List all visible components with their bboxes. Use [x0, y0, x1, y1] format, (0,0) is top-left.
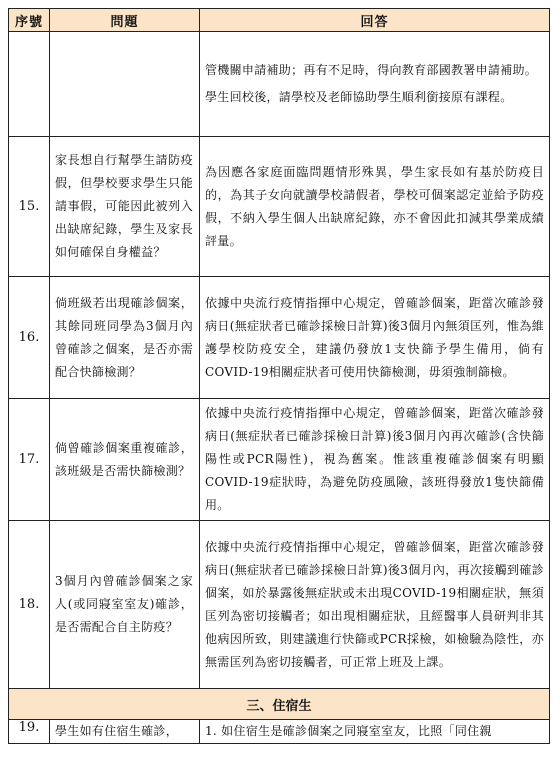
- table-row: [9, 720, 550, 744]
- table-row: [9, 277, 550, 399]
- table-header-row: [9, 9, 550, 32]
- table-row: [9, 137, 550, 277]
- row-num: 19.: [9, 720, 50, 744]
- row-answer: [200, 277, 550, 399]
- row-num: [9, 32, 50, 137]
- row-question: [50, 399, 200, 521]
- question-text: 倘曾確診個案重複確診，該班級是否需快篩檢測？: [55, 440, 193, 478]
- answer-paragraph: 管機關申請補助；再有不足時，得向教育部國教署申請補助。: [205, 63, 538, 77]
- row-answer: [200, 521, 550, 689]
- section-title: 三、住宿生: [9, 689, 550, 720]
- row-question: [50, 277, 200, 399]
- answer-paragraph: 學生回校後，請學校及老師協助學生順利銜接原有課程。: [205, 90, 513, 104]
- faq-table: [8, 8, 550, 744]
- row-question: [50, 720, 200, 744]
- question-text: 學生如有住宿生確診，: [55, 724, 179, 738]
- table-row: [9, 32, 550, 137]
- answer-text: 依據中央流行疫情指揮中心規定，曾確診個案，距當次確診發病日(無症狀者已確診採檢日計算)後3個月內再次確診(含快篩陽性或PCR陽性)，視為舊案。惟該重複確診個案有明顯COVID-19症狀時，為避免防疫風險，該班得發放1隻快篩備用。: [205, 406, 544, 512]
- row-question: [50, 137, 200, 277]
- header-question: 問題: [50, 9, 200, 32]
- header-num: 序號: [9, 9, 50, 32]
- section-row: [9, 689, 550, 720]
- table-row: [9, 399, 550, 521]
- question-text: 家長想自行幫學生請防疫假，但學校要求學生只能請事假，可能因此被列入出缺席紀錄，學生及家長如何確保自身權益？: [55, 153, 193, 259]
- row-question: [50, 521, 200, 689]
- row-question: [50, 32, 200, 137]
- row-answer: [200, 137, 550, 277]
- row-num: 18.: [9, 521, 50, 689]
- table-row: [9, 521, 550, 689]
- row-answer: [200, 720, 550, 744]
- answer-text: 為因應各家庭面臨問題情形殊異，學生家長如有基於防疫目的，為其子女向就讀學校請假者，學校可個案認定並給予防疫假，不納入學生個人出缺席紀錄，亦不會因此扣減其學業成績評量。: [205, 164, 544, 248]
- answer-text: 1. 如住宿生是確診個案之同寢室室友，比照「同住親: [205, 724, 492, 738]
- answer-text: 依據中央流行疫情指揮中心規定，曾確診個案，距當次確診發病日(無症狀者已確診採檢日計算)後3個月內無須匡列，惟為維護學校防疫安全，建議仍發放1支快篩予學生備用，倘有COVID-19相關症狀者可使用快篩檢測，毋須強制篩檢。: [205, 295, 544, 379]
- question-text: 倘班級若出現確診個案，其餘同班同學為3個月內曾確診之個案，是否亦需配合快篩檢測？: [55, 295, 193, 379]
- question-text: 3個月內曾確診個案之家人(或同寢室室友)確診，是否需配合自主防疫？: [55, 574, 193, 634]
- row-num: 16.: [9, 277, 50, 399]
- row-answer: [200, 32, 550, 137]
- row-num: 15.: [9, 137, 50, 277]
- row-answer: [200, 399, 550, 521]
- row-num: 17.: [9, 399, 50, 521]
- answer-text: 依據中央流行疫情指揮中心規定，曾確診個案，距當次確診發病日(無症狀者已確診採檢日計算)後3個月內，再次接觸到確診個案，如於暴露後無症狀或未出現COVID-19相關症狀，無須匡列為密切接觸者；如出現相關症狀，且經醫事人員研判非其他病因所致，則建議進行快篩或PCR採檢，如檢驗為陰性，亦無需匡列為密切接觸者，可正常上班及上課。: [205, 539, 544, 669]
- header-answer: 回答: [200, 9, 550, 32]
